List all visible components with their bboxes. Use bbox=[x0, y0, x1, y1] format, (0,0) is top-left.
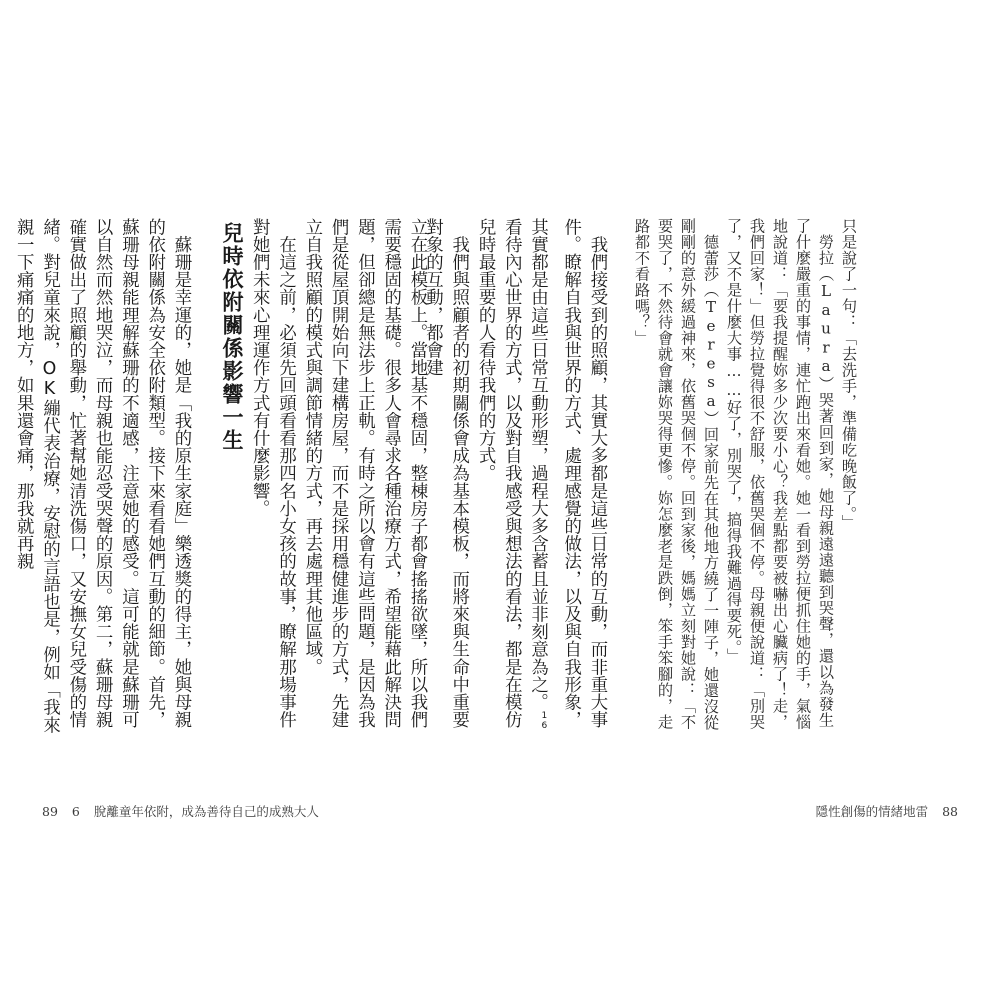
section-heading-text: 兒時依附關係影響一生 bbox=[220, 222, 244, 452]
chapter-number: 6 bbox=[71, 804, 80, 819]
left-body-after-heading bbox=[13, 218, 194, 743]
footnote-ref: 16 bbox=[539, 710, 550, 732]
running-head: 脫離童年依附，成為善待自己的成熟大人 bbox=[93, 804, 319, 819]
right-body bbox=[422, 218, 610, 743]
right-footer bbox=[816, 802, 958, 820]
running-head: 隱性創傷的情緒地雷 bbox=[815, 804, 929, 819]
paragraph: 立在此模板上。當地基不穩固，整棟房子都會搖搖欲墜，所以我們需要穩固的基礎。很多人會尋求各種治療方式，希望能藉此解決問題，但卻總是無法步上正軌。有時之所以會有這些問題，是因為我們是從屋頂開始向下建構房屋，而不是採用穩健進步的方式，先建立自我照顧的模式與調節情緒的方式，再去處理其他區域。 bbox=[301, 218, 427, 729]
paragraph: 在這之前，必須先回頭看看那四名小女孩的故事，瞭解那場事件對她們未來心理運作方式有什麼影響。 bbox=[249, 218, 296, 729]
section-heading bbox=[217, 222, 247, 452]
paragraph: 我們與照顧者的初期關係會成為基本模板，而將來與生命中重要對象的互動，都會建 bbox=[422, 218, 469, 729]
quote-paragraph: 勞拉（Laura）哭著回到家，她母親遠遠聽到哭聲，還以為發生了什麼嚴重的事情，連忙跑出來看她。她一看到勞拉便抓住她的手，氣惱地說道：「要我提醒妳多少次要小心？我差點都要被嚇出心臟病了！走，我們回家！」但勞拉覺得很不舒服，依舊哭個不停。母親便說道：「別哭了，又不是什麼大事……好了，別哭了，搞得我難過得要死。」 bbox=[725, 218, 835, 730]
paragraph: 蘇珊是幸運的，她是「我的原生家庭」樂透獎的得主，她與母親的依附關係為安全依附類型。接下來看看她們互動的細節。首先，蘇珊母親能理解蘇珊的不適感，注意她的感受。這可能就是蘇珊可以自然而然地哭泣，而母親也能忍受哭聲的原因。第二，蘇珊母親確實做出了照顧的舉動，忙著幫她清洗傷口，又安撫女兒受傷的情緒。對兒童來說，OK繃代表治療，安慰的言語也是，例如「我來親一下痛痛的地方，如果還會痛，那我就再親 bbox=[13, 218, 191, 734]
page-number: 88 bbox=[942, 804, 958, 819]
left-footer bbox=[42, 802, 329, 820]
page-number: 89 bbox=[42, 804, 58, 819]
right-page bbox=[422, 0, 1000, 1000]
paragraph: 我們接受到的照顧，其實大多都是這些日常的互動，而非重大事件。瞭解自我與世界的方式、處理感覺的做法，以及與自我形象，其實都是由這些日常互動形塑，過程大多含蓄且並非刻意為之。$^{16}$看待內心世界的方式，以及對自我感受與想法的看法，都是在模仿兒時最重要的人看待我們的方式。 bbox=[475, 218, 607, 732]
quote-paragraph: 只是說了一句：「去洗手，準備吃晚飯了。」 bbox=[840, 218, 858, 531]
quoted-passages bbox=[633, 218, 860, 743]
quote-paragraph: 德蕾莎（Teresa）回家前先在其他地方繞了一陣子，她還沒從剛剛的意外緩過神來，依舊哭個不停。回到家後，媽媽立刻對她說：「不要哭了，不然待會就會讓妳哭得更慘。妳怎麼老是跌倒，笨手笨腳的，走路都不看路嗎？」 bbox=[633, 218, 720, 731]
